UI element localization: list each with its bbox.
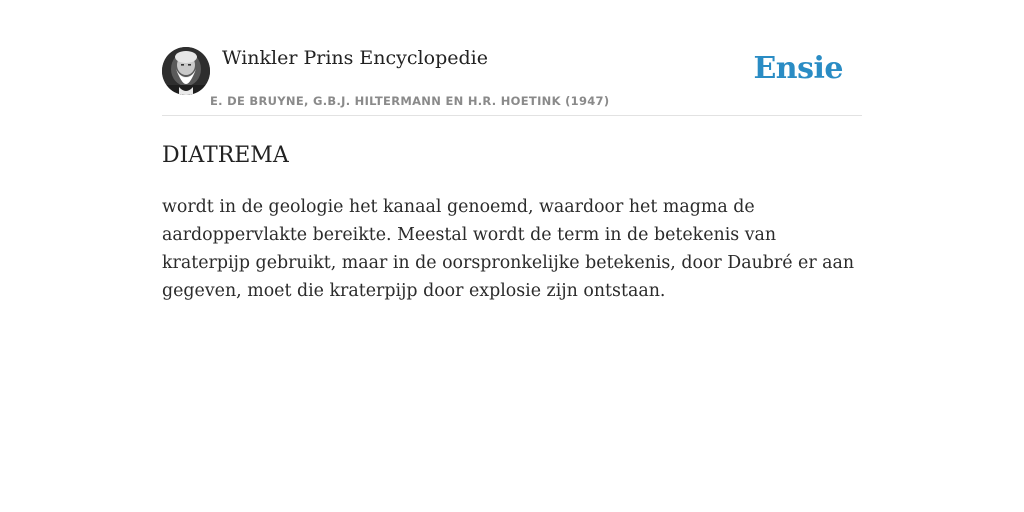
- encyclopedia-title-link[interactable]: Winkler Prins Encyclopedie: [222, 47, 488, 69]
- page: [162, 0, 862, 305]
- article-body: wordt in de geologie het kanaal genoemd, waardoor het magma de aardoppervlakte bereikte. Meestal wordt de term in de betekenis van kraterpijp gebruikt, maar in de oorspronkelijke betekenis, door Daubré er aan gegeven, moet die kraterpijp door explosie zijn ontstaan.: [162, 197, 855, 301]
- ensie-logo-link[interactable]: Ensie: [753, 51, 843, 86]
- header: [162, 46, 862, 116]
- portrait-avatar-icon[interactable]: [162, 47, 210, 95]
- authors-credit: E. DE BRUYNE, G.B.J. HILTERMANN EN H.R. HOETINK (1947): [210, 94, 610, 108]
- article-heading: DIATREMA: [162, 143, 289, 168]
